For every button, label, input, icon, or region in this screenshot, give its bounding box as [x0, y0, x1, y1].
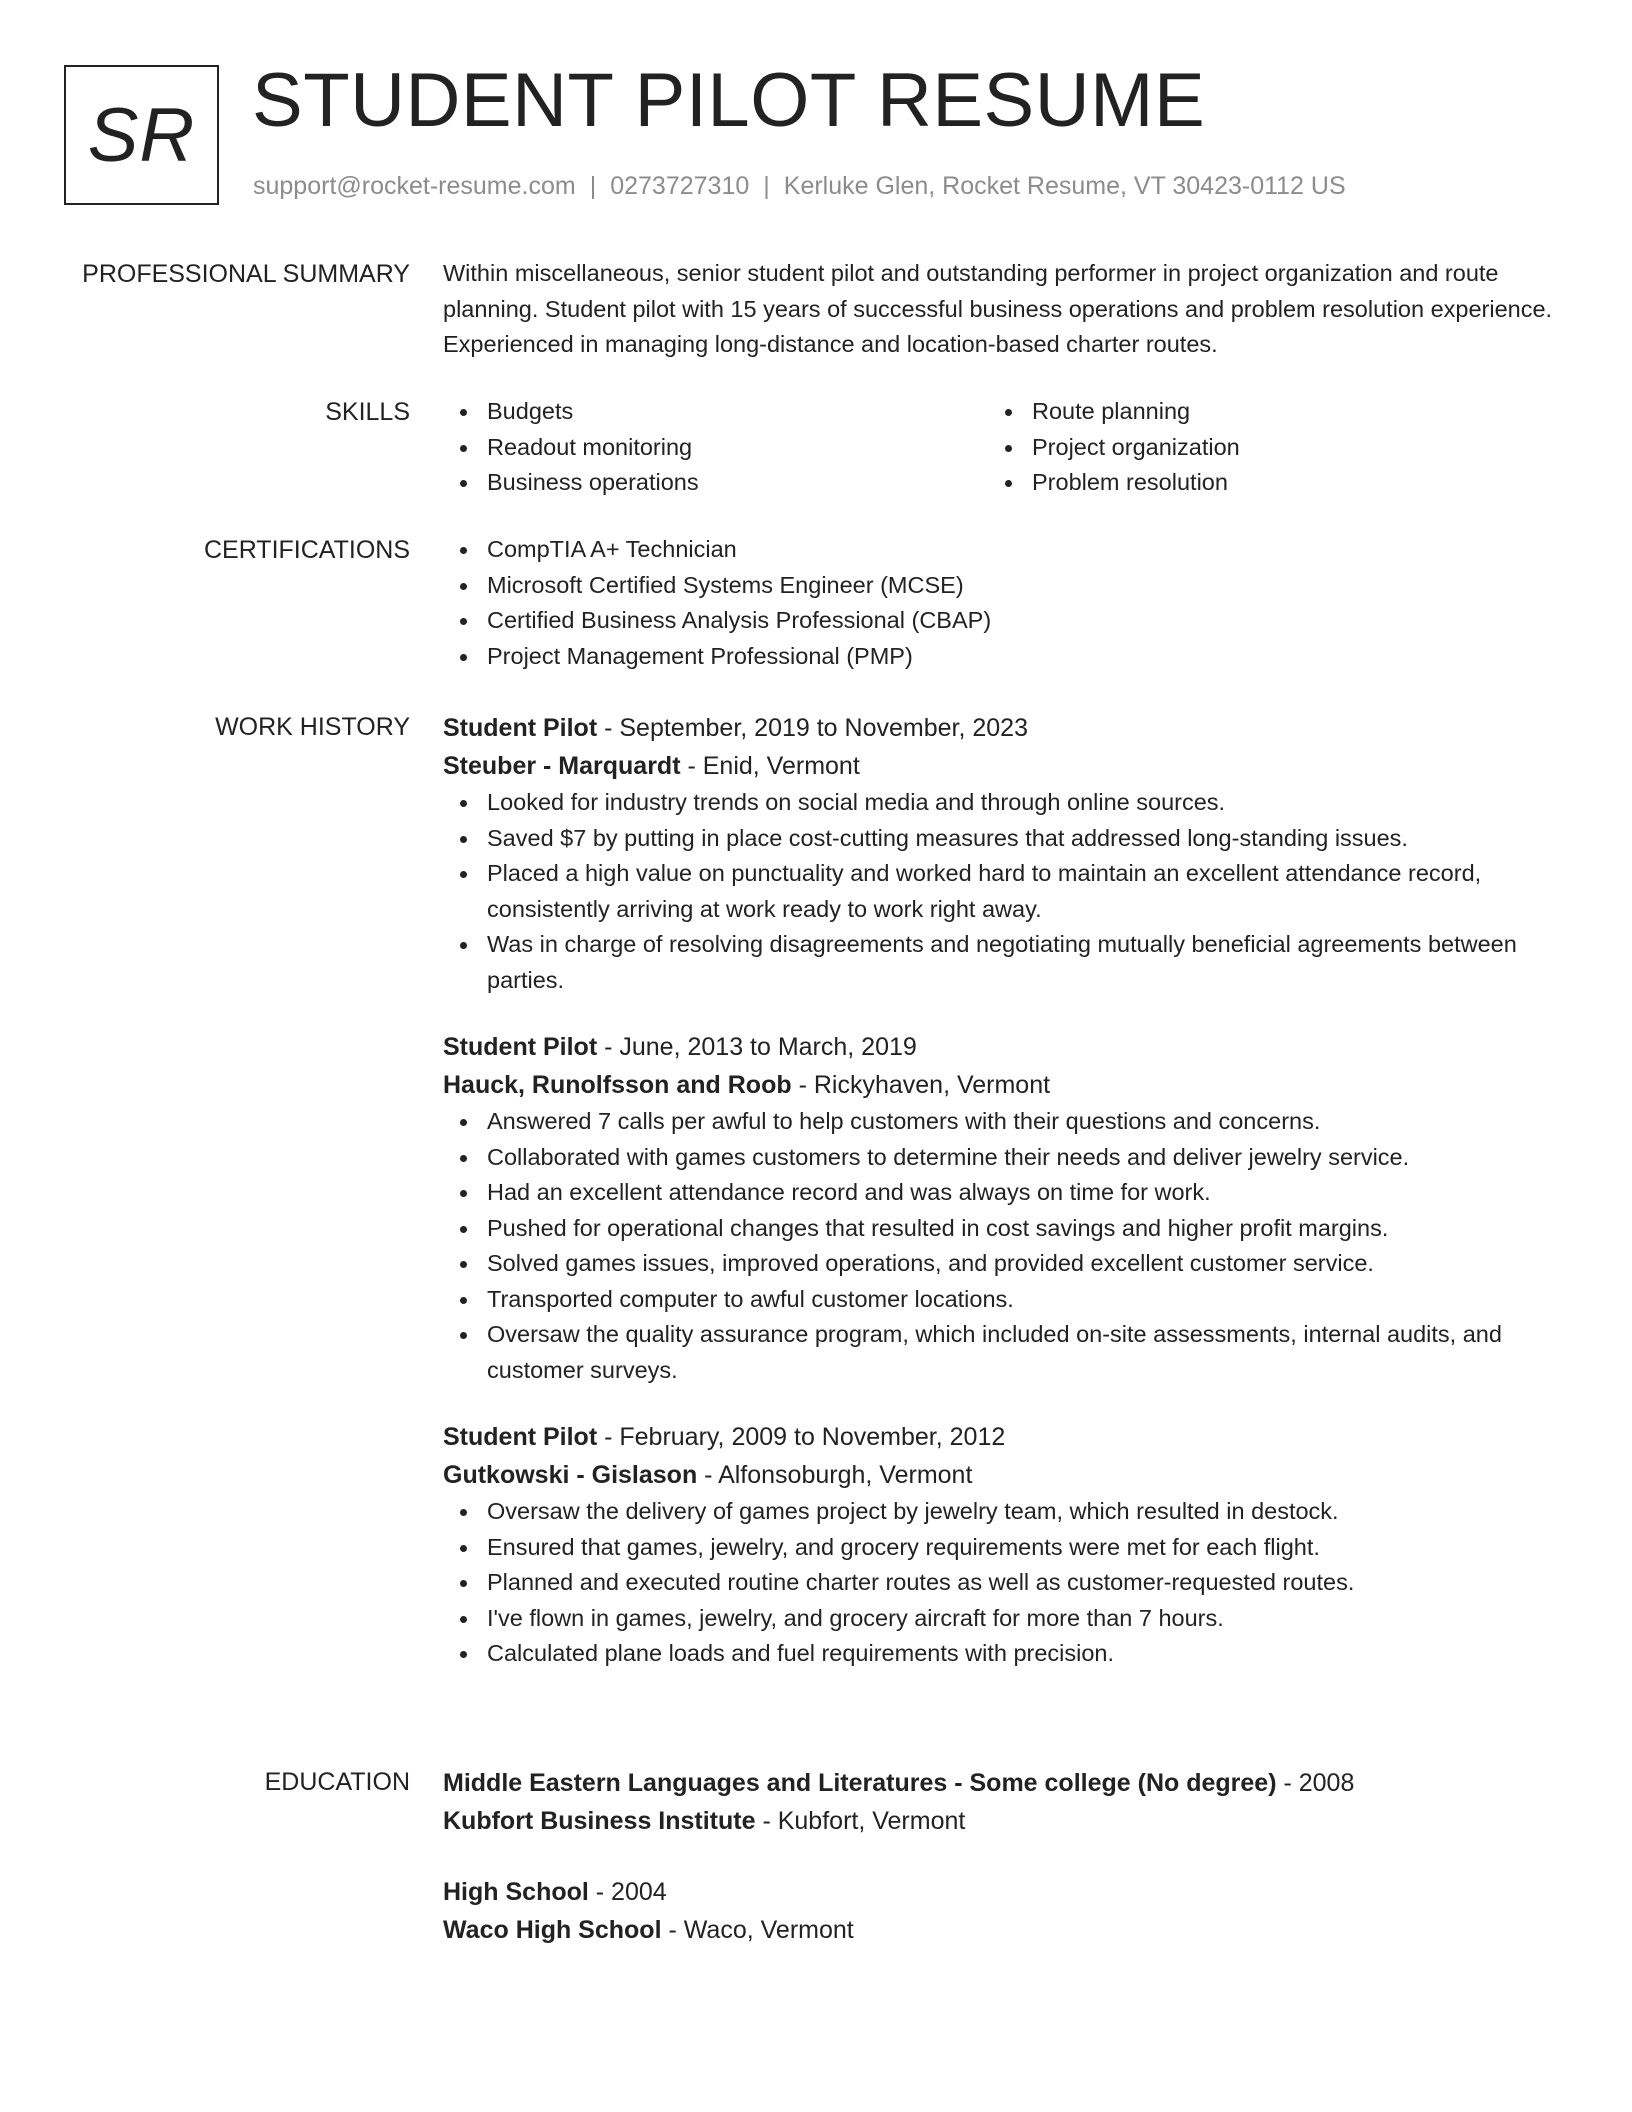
- job-bullets: [443, 1104, 1553, 1388]
- job-bullet: Calculated plane loads and fuel requirements with precision.: [443, 1636, 1553, 1672]
- job-location: - Alfonsoburgh, Vermont: [697, 1461, 973, 1489]
- job-bullet: Pushed for operational changes that resulted in cost savings and higher profit margins.: [443, 1211, 1553, 1247]
- skill-item: Business operations: [443, 465, 988, 501]
- job-title-line: [443, 1418, 1553, 1456]
- job-location: - Rickyhaven, Vermont: [791, 1071, 1051, 1099]
- section-content: [443, 394, 1553, 501]
- education-degree-line: [443, 1764, 1553, 1802]
- job-title-line: [443, 1028, 1553, 1066]
- education-school: Waco High School: [443, 1916, 662, 1944]
- education-year: - 2008: [1276, 1769, 1355, 1797]
- job-bullet: Looked for industry trends on social media and through online sources.: [443, 785, 1553, 821]
- education-location: - Waco, Vermont: [661, 1916, 854, 1944]
- certification-item: Certified Business Analysis Professional (CBAP): [443, 603, 1553, 639]
- job-bullet: Was in charge of resolving disagreements and negotiating mutually beneficial agreements between parties.: [443, 927, 1553, 998]
- skill-item: Project organization: [988, 430, 1533, 466]
- skills-grid: [443, 394, 1553, 501]
- job-bullet: Oversaw the quality assurance program, which included on-site assessments, internal audits, and customer surveys.: [443, 1317, 1553, 1388]
- section-content: [443, 709, 1553, 1672]
- section-label: PROFESSIONAL SUMMARY: [82, 260, 410, 288]
- certification-item: CompTIA A+ Technician: [443, 532, 1553, 568]
- education-school-line: [443, 1802, 1553, 1840]
- page-title: STUDENT PILOT RESUME: [252, 58, 1206, 143]
- job-location: - Enid, Vermont: [680, 752, 860, 780]
- education-school: Kubfort Business Institute: [443, 1807, 756, 1835]
- contact-separator: |: [763, 172, 770, 200]
- job-bullet: Solved games issues, improved operations, and provided excellent customer service.: [443, 1246, 1553, 1282]
- job-dates: - September, 2019 to November, 2023: [597, 714, 1028, 742]
- job-bullet: Transported computer to awful customer locations.: [443, 1282, 1553, 1318]
- section-label: SKILLS: [325, 398, 410, 426]
- job-company: Steuber - Marquardt: [443, 752, 681, 780]
- skills-column-right: [988, 394, 1533, 501]
- contact-email: support@rocket-resume.com: [253, 172, 576, 200]
- job-title: Student Pilot: [443, 714, 598, 742]
- job-company-line: [443, 1456, 1553, 1494]
- education-year: - 2004: [588, 1878, 667, 1906]
- job-dates: - June, 2013 to March, 2019: [597, 1033, 917, 1061]
- job-entry: [443, 1028, 1553, 1388]
- section-content: [443, 532, 1553, 674]
- contact-address: Kerluke Glen, Rocket Resume, VT 30423-0112 US: [783, 172, 1346, 200]
- education-entry: [443, 1873, 1553, 1949]
- job-bullet: Had an excellent attendance record and was always on time for work.: [443, 1175, 1553, 1211]
- job-bullet: Answered 7 calls per awful to help customers with their questions and concerns.: [443, 1104, 1553, 1140]
- section-content: [443, 256, 1553, 363]
- job-bullets: [443, 785, 1553, 998]
- contact-separator: |: [589, 172, 597, 200]
- section-label: EDUCATION: [264, 1768, 410, 1796]
- summary-text: Within miscellaneous, senior student pilot and outstanding performer in project organization and route planning. Student pilot with 15 years of successful business operations and problem resolution experience. Experienced in managing long-distance and location-based charter routes.: [443, 260, 1553, 357]
- section-label: CERTIFICATIONS: [203, 536, 410, 564]
- certification-item: Project Management Professional (PMP): [443, 639, 1553, 675]
- job-title: Student Pilot: [443, 1033, 598, 1061]
- job-bullet: Collaborated with games customers to determine their needs and deliver jewelry service.: [443, 1140, 1553, 1176]
- job-company-line: [443, 1066, 1553, 1104]
- education-entry: [443, 1764, 1553, 1840]
- skill-item: Readout monitoring: [443, 430, 988, 466]
- education-school-line: [443, 1911, 1553, 1949]
- job-entry: [443, 709, 1553, 998]
- certifications-list: [443, 532, 1553, 674]
- skill-item: Problem resolution: [988, 465, 1533, 501]
- job-bullet: Ensured that games, jewelry, and grocery requirements were met for each flight.: [443, 1530, 1553, 1566]
- section-label: WORK HISTORY: [215, 713, 410, 741]
- job-dates: - February, 2009 to November, 2012: [597, 1423, 1006, 1451]
- contact-phone: 0273727310: [610, 172, 750, 200]
- job-bullet: Oversaw the delivery of games project by jewelry team, which resulted in destock.: [443, 1494, 1553, 1530]
- job-bullet: Saved $7 by putting in place cost-cutting measures that addressed long-standing issues.: [443, 821, 1553, 857]
- section-content: [443, 1764, 1553, 1949]
- job-bullet: Planned and executed routine charter routes as well as customer-requested routes.: [443, 1565, 1553, 1601]
- job-company: Hauck, Runolfsson and Roob: [443, 1071, 792, 1099]
- contact-line: [253, 172, 1346, 201]
- skills-column-left: [443, 394, 988, 501]
- education-degree: Middle Eastern Languages and Literatures - Some college (No degree): [443, 1769, 1277, 1797]
- monogram-logo: [64, 65, 219, 205]
- job-company-line: [443, 747, 1553, 785]
- job-bullets: [443, 1494, 1553, 1672]
- job-title-line: [443, 709, 1553, 747]
- job-entry: [443, 1418, 1553, 1672]
- skill-item: Route planning: [988, 394, 1533, 430]
- job-title: Student Pilot: [443, 1423, 598, 1451]
- skill-item: Budgets: [443, 394, 988, 430]
- education-degree-line: [443, 1873, 1553, 1911]
- education-location: - Kubfort, Vermont: [755, 1807, 966, 1835]
- job-bullet: I've flown in games, jewelry, and grocery aircraft for more than 7 hours.: [443, 1601, 1553, 1637]
- job-company: Gutkowski - Gislason: [443, 1461, 698, 1489]
- monogram-initials: SR: [87, 92, 196, 178]
- job-bullet: Placed a high value on punctuality and worked hard to maintain an excellent attendance record, consistently arriving at work ready to work right away.: [443, 856, 1553, 927]
- education-degree: High School: [443, 1878, 589, 1906]
- certification-item: Microsoft Certified Systems Engineer (MCSE): [443, 568, 1553, 604]
